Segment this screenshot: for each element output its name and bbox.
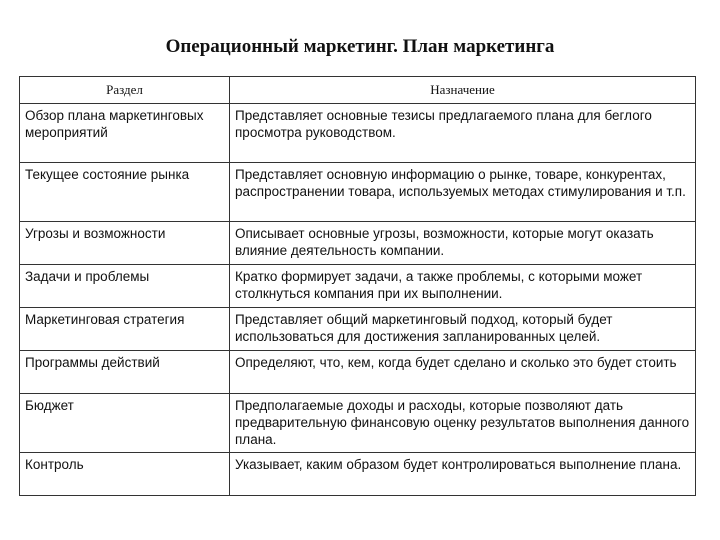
purpose-cell: Представляет основную информацию о рынке, товаре, конкурентах, распространении товара, используемых методах стимулирования и т.п. bbox=[230, 163, 696, 222]
page-title: Операционный маркетинг. План маркетинга bbox=[165, 36, 555, 57]
section-cell: Угрозы и возможности bbox=[20, 222, 230, 265]
section-cell: Маркетинговая стратегия bbox=[20, 308, 230, 351]
purpose-cell: Указывает, каким образом будет контролироваться выполнение плана. bbox=[230, 453, 696, 496]
section-cell: Задачи и проблемы bbox=[20, 265, 230, 308]
table-row bbox=[20, 104, 696, 163]
marketing-plan-table bbox=[19, 76, 696, 496]
section-cell: Обзор плана маркетинговых мероприятий bbox=[20, 104, 230, 163]
section-cell: Текущее состояние рынка bbox=[20, 163, 230, 222]
purpose-cell: Представляет общий маркетинговый подход, который будет использоваться для достижения запланированных целей. bbox=[230, 308, 696, 351]
column-header-section: Раздел bbox=[20, 77, 230, 104]
purpose-cell: Предполагаемые доходы и расходы, которые позволяют дать предварительную финансовую оценку результатов выполнения данного плана. bbox=[230, 394, 696, 453]
table-header-row bbox=[20, 77, 696, 104]
section-cell: Контроль bbox=[20, 453, 230, 496]
purpose-cell: Представляет основные тезисы предлагаемого плана для беглого просмотра руководством. bbox=[230, 104, 696, 163]
table-row bbox=[20, 351, 696, 394]
table-row bbox=[20, 394, 696, 453]
table-row bbox=[20, 265, 696, 308]
table-row bbox=[20, 222, 696, 265]
purpose-cell: Определяют, что, кем, когда будет сделано и сколько это будет стоить bbox=[230, 351, 696, 394]
purpose-cell: Кратко формирует задачи, а также проблемы, с которыми может столкнуться компания при их выполнении. bbox=[230, 265, 696, 308]
section-cell: Бюджет bbox=[20, 394, 230, 453]
purpose-cell: Описывает основные угрозы, возможности, которые могут оказать влияние деятельность компании. bbox=[230, 222, 696, 265]
table-row bbox=[20, 308, 696, 351]
table-row bbox=[20, 163, 696, 222]
table-row bbox=[20, 453, 696, 496]
column-header-purpose: Назначение bbox=[230, 77, 696, 104]
section-cell: Программы действий bbox=[20, 351, 230, 394]
